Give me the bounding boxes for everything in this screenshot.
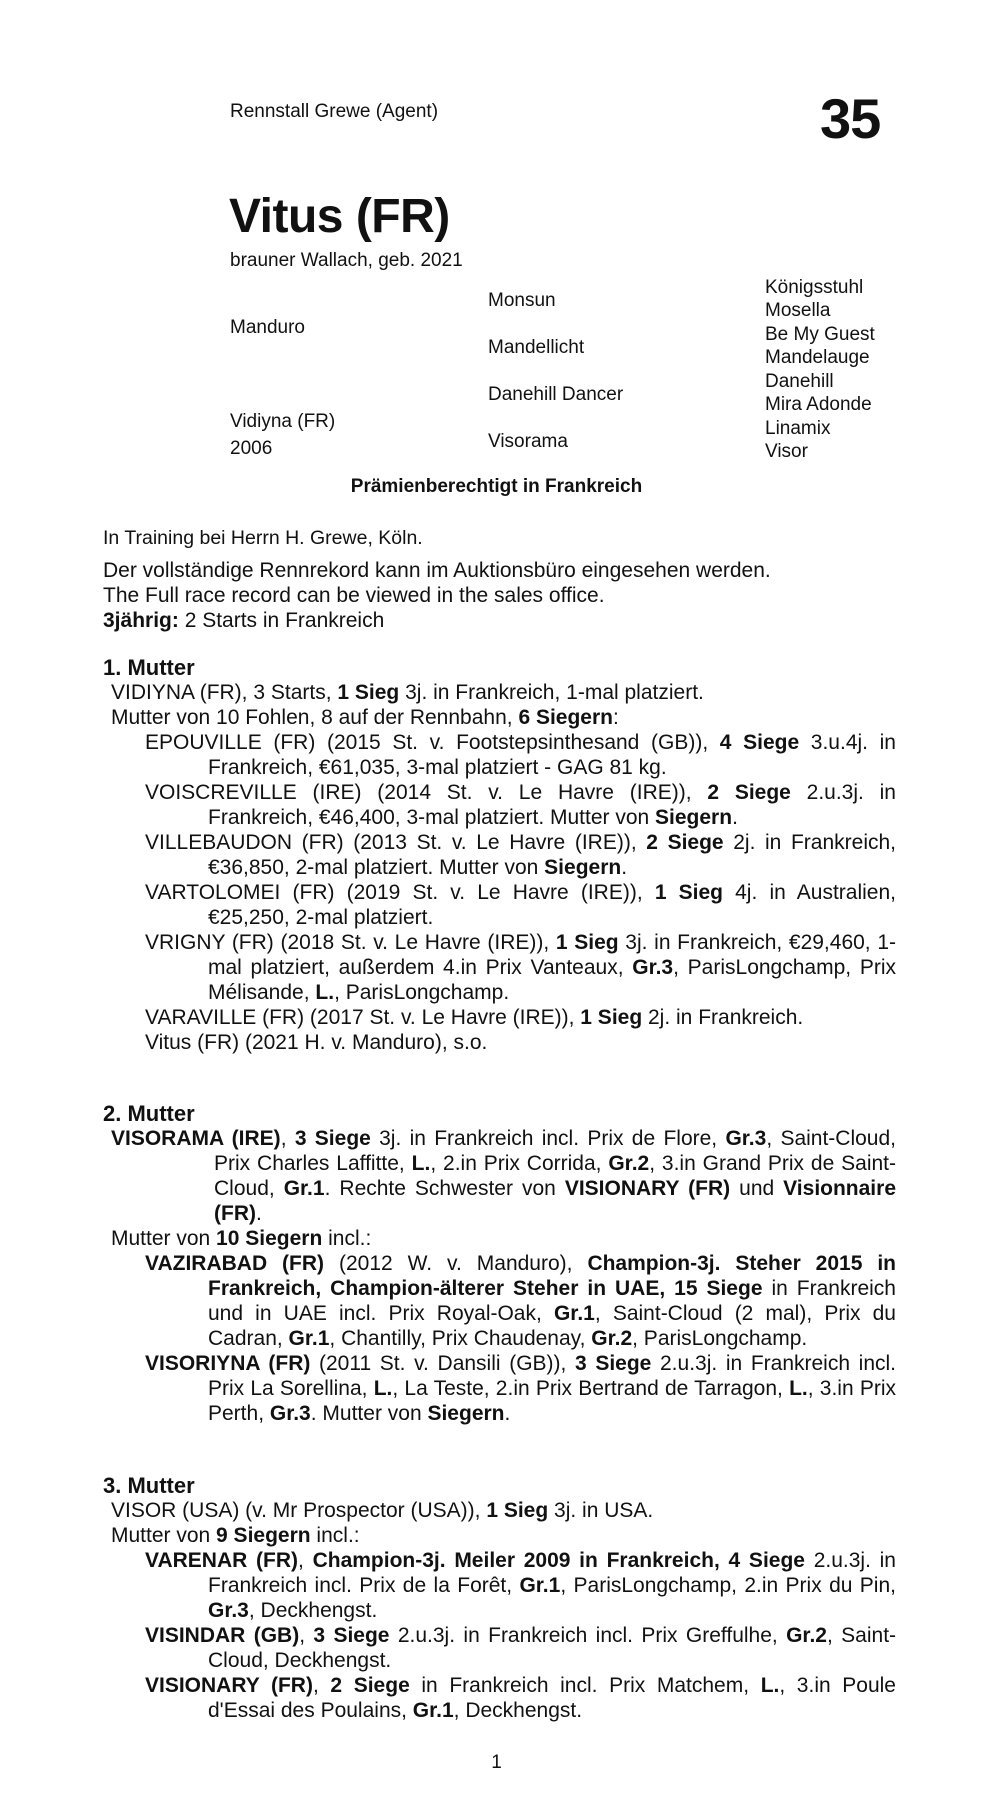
- text-run: VIDIYNA (FR), 3 Starts,: [111, 681, 338, 704]
- entry-paragraph: [103, 830, 896, 880]
- text-run: :: [612, 706, 619, 729]
- bold-run: Gr.1: [519, 1574, 561, 1597]
- text-run: 2.u.3j. in Frankreich incl. Prix La Sorellina,: [208, 1352, 897, 1400]
- entry-paragraph: [103, 880, 896, 930]
- text-run: , Saint-Cloud, Deckhengst.: [208, 1624, 897, 1672]
- text-run: , Saint-Cloud, Prix Charles Laffitte,: [214, 1127, 896, 1175]
- bold-run: 3 Siege: [575, 1352, 652, 1375]
- bold-run: L.: [789, 1377, 808, 1400]
- bold-run: 2 Siege: [330, 1674, 410, 1697]
- bold-run: 1 Sieg: [337, 681, 400, 704]
- text-run: .: [732, 806, 738, 829]
- text-run: 3j. in Frankreich, €29,460, 1-mal platziert, außerdem 4.in Prix Vanteaux,: [208, 931, 896, 979]
- text-run: , Deckhengst.: [453, 1699, 583, 1722]
- text-run: . Rechte Schwester von: [324, 1177, 565, 1200]
- text-run: , Deckhengst.: [248, 1599, 378, 1622]
- consignor: Rennstall Grewe (Agent): [230, 101, 439, 122]
- section-3-mutter: [103, 1473, 896, 1723]
- text-run: ,: [299, 1624, 314, 1647]
- section-title: 3. Mutter: [103, 1473, 195, 1498]
- section-1-mutter: [103, 655, 896, 1055]
- text-run: (2012 W. v. Manduro),: [324, 1252, 588, 1275]
- text-run: VISOR (USA) (v. Mr Prospector (USA)),: [111, 1499, 487, 1522]
- text-run: .: [255, 1202, 262, 1225]
- text-run: 2.u.3j. in Frankreich, €46,400, 3-mal platziert. Mutter von: [208, 781, 896, 829]
- text-run: .: [504, 1402, 511, 1425]
- text-run: VOISCREVILLE (IRE) (2014 St. v. Le Havre (IRE)),: [145, 781, 708, 804]
- pedigree-gen2-item: Danehill Dancer: [488, 384, 624, 405]
- age-label: 3jährig:: [103, 609, 179, 632]
- record-summary: [103, 608, 896, 633]
- bold-run: VISORAMA (IRE): [111, 1127, 281, 1150]
- pedigree-gen2-item: Monsun: [488, 290, 556, 311]
- text-run: Mutter von: [111, 1524, 217, 1547]
- text-run: 3j. in USA.: [548, 1499, 654, 1522]
- bold-run: Gr.2: [608, 1152, 650, 1175]
- text-run: , ParisLongchamp.: [632, 1327, 808, 1350]
- text-run: incl.:: [322, 1227, 372, 1250]
- training-note: In Training bei Herrn H. Grewe, Köln.: [103, 527, 423, 549]
- bold-run: Gr.1: [553, 1302, 595, 1325]
- entry-paragraph: [103, 1126, 896, 1226]
- text-run: ,: [298, 1549, 313, 1572]
- bold-run: 1 Sieg: [654, 881, 723, 904]
- lot-number: 35: [820, 87, 881, 150]
- bold-run: Gr.2: [786, 1624, 827, 1647]
- bold-run: VAZIRABAD (FR): [145, 1252, 325, 1275]
- text-run: und: [730, 1177, 784, 1200]
- bold-run: VARENAR (FR): [145, 1549, 298, 1572]
- entry-paragraph: [103, 730, 896, 780]
- bold-run: Gr.3: [632, 956, 674, 979]
- bold-run: VISIONARY (FR): [145, 1674, 313, 1697]
- text-run: , 3.in Grand Prix de Saint-Cloud,: [214, 1152, 897, 1200]
- text-run: 4j. in Australien, €25,250, 2-mal platziert.: [208, 881, 896, 929]
- bold-run: Siegern: [544, 856, 622, 879]
- text-run: Mutter von 10 Fohlen, 8 auf der Rennbahn,: [111, 706, 519, 729]
- text-run: in Frankreich incl. Prix Matchem,: [409, 1674, 761, 1697]
- bold-run: Gr.1: [283, 1177, 325, 1200]
- text-run: , Saint-Cloud (2 mal), Prix du Cadran,: [208, 1302, 896, 1350]
- record-note-en: The Full race record can be viewed in the sales office.: [103, 584, 605, 607]
- entry-paragraph: [103, 705, 896, 730]
- pedigree-gen3-item: Mandelauge: [765, 347, 870, 368]
- bold-run: Visionnaire (FR): [214, 1177, 896, 1225]
- entry-paragraph: [103, 680, 896, 705]
- pedigree-gen3-item: Königsstuhl: [765, 277, 864, 298]
- section-2-mutter: [103, 1101, 896, 1426]
- bold-run: 1 Sieg: [580, 1006, 643, 1029]
- text-run: ,: [280, 1127, 295, 1150]
- pedigree-dam: Vidiyna (FR): [230, 411, 336, 432]
- bold-run: L.: [411, 1152, 431, 1175]
- entry-paragraph: [103, 930, 896, 1005]
- race-record: [103, 558, 896, 633]
- bold-run: 4 Siege: [719, 731, 800, 754]
- section-title: 2. Mutter: [103, 1101, 195, 1126]
- text-run: 2j. in Frankreich, €36,850, 2-mal platziert. Mutter von: [208, 831, 896, 879]
- entry-paragraph: [103, 1226, 896, 1251]
- text-run: , 2.in Prix Corrida,: [430, 1152, 609, 1175]
- pedigree-gen3-item: Mosella: [765, 300, 831, 321]
- text-run: .: [621, 856, 628, 879]
- text-run: VARAVILLE (FR) (2017 St. v. Le Havre (IRE)),: [145, 1006, 581, 1029]
- text-run: ,: [312, 1674, 331, 1697]
- text-run: Vitus (FR) (2021 H. v. Manduro), s.o.: [145, 1031, 488, 1054]
- text-run: 3j. in Frankreich incl. Prix de Flore,: [370, 1127, 726, 1150]
- section-title: 1. Mutter: [103, 655, 195, 680]
- bold-run: Gr.1: [412, 1699, 454, 1722]
- text-run: 3j. in Frankreich, 1-mal platziert.: [399, 681, 704, 704]
- entry-paragraph: [103, 780, 896, 830]
- bold-run: Champion-3j. Steher 2015 in Frankreich, Champion-älterer Steher in UAE, 15 Siege: [208, 1252, 896, 1300]
- text-run: VILLEBAUDON (FR) (2013 St. v. Le Havre (IRE)),: [145, 831, 647, 854]
- bold-run: L.: [315, 981, 335, 1004]
- entry-paragraph: [103, 1548, 896, 1623]
- bold-run: L.: [373, 1377, 393, 1400]
- bold-run: L.: [760, 1674, 780, 1697]
- bold-run: 10 Siegern: [216, 1227, 323, 1250]
- entry-paragraph: [103, 1251, 896, 1351]
- text-run: . Mutter von: [310, 1402, 428, 1425]
- bold-run: 9 Siegern: [216, 1524, 311, 1547]
- entry-paragraph: [103, 1523, 896, 1548]
- text-run: 2.u.3j. in Frankreich incl. Prix de la Forêt,: [208, 1549, 896, 1597]
- bold-run: 6 Siegern: [518, 706, 613, 729]
- text-run: , 3.in Poule d'Essai des Poulains,: [208, 1674, 896, 1722]
- entry-paragraph: [103, 1673, 896, 1723]
- entry-paragraph: [103, 1498, 896, 1523]
- bold-run: 1 Sieg: [486, 1499, 549, 1522]
- bold-run: Gr.2: [591, 1327, 633, 1350]
- bold-run: VISINDAR (GB): [145, 1624, 300, 1647]
- bold-run: VISORIYNA (FR): [145, 1352, 311, 1375]
- bold-run: 1 Sieg: [555, 931, 619, 954]
- pedigree-gen3-item: Linamix: [765, 418, 831, 439]
- bold-run: 2 Siege: [707, 781, 791, 804]
- text-run: VRIGNY (FR) (2018 St. v. Le Havre (IRE)),: [145, 931, 556, 954]
- pedigree-dam-year: 2006: [230, 438, 273, 459]
- text-run: , Chantilly, Prix Chaudenay,: [329, 1327, 592, 1350]
- bold-run: Gr.1: [288, 1327, 330, 1350]
- text-run: in Frankreich und in UAE incl. Prix Royal-Oak,: [208, 1277, 896, 1325]
- bold-run: Gr.3: [208, 1599, 249, 1622]
- text-run: VARTOLOMEI (FR) (2019 St. v. Le Havre (IRE)),: [145, 881, 655, 904]
- age-text: 2 Starts in Frankreich: [178, 609, 385, 632]
- entry-paragraph: [103, 1030, 896, 1055]
- premium-note: Prämienberechtigt in Frankreich: [350, 476, 643, 497]
- text-run: Mutter von: [111, 1227, 217, 1250]
- bold-run: Gr.3: [725, 1127, 767, 1150]
- text-run: , La Teste, 2.in Prix Bertrand de Tarragon,: [392, 1377, 790, 1400]
- pedigree-sire: Manduro: [230, 317, 305, 338]
- horse-name: Vitus (FR): [229, 190, 450, 243]
- bold-run: 3 Siege: [313, 1624, 390, 1647]
- horse-description: brauner Wallach, geb. 2021: [230, 250, 463, 271]
- pedigree-gen2-item: Mandellicht: [488, 337, 585, 358]
- bold-run: Siegern: [427, 1402, 505, 1425]
- record-note-de: Der vollständige Rennrekord kann im Auktionsbüro eingesehen werden.: [103, 559, 771, 582]
- text-run: EPOUVILLE (FR) (2015 St. v. Footstepsinthesand (GB)),: [145, 731, 720, 754]
- bold-run: Siegern: [655, 806, 733, 829]
- text-run: 3.u.4j. in Frankreich, €61,035, 3-mal platziert - GAG 81 kg.: [208, 731, 896, 779]
- text-run: 2.u.3j. in Frankreich incl. Prix Greffulhe,: [389, 1624, 787, 1647]
- pedigree-gen3-item: Mira Adonde: [765, 394, 872, 415]
- pedigree-gen2-item: Visorama: [488, 431, 568, 452]
- text-run: (2011 St. v. Dansili (GB)),: [310, 1352, 575, 1375]
- pedigree-gen3-item: Visor: [765, 441, 808, 462]
- pedigree-gen3-item: Danehill: [765, 371, 834, 392]
- entry-paragraph: [103, 1351, 896, 1426]
- bold-run: 3 Siege: [294, 1127, 371, 1150]
- bold-run: VISIONARY (FR): [564, 1177, 731, 1200]
- entry-paragraph: [103, 1623, 896, 1673]
- text-run: incl.:: [310, 1524, 360, 1547]
- pedigree-gen3-item: Be My Guest: [765, 324, 875, 345]
- bold-run: Gr.3: [269, 1402, 311, 1425]
- text-run: , ParisLongchamp, Prix Mélisande,: [208, 956, 896, 1004]
- bold-run: Champion-3j. Meiler 2009 in Frankreich, 4 Siege: [312, 1549, 805, 1572]
- text-run: , 3.in Prix Perth,: [208, 1377, 897, 1425]
- page-number: 1: [491, 1752, 502, 1773]
- entry-paragraph: [103, 1005, 896, 1030]
- text-run: , ParisLongchamp.: [334, 981, 510, 1004]
- bold-run: 2 Siege: [646, 831, 724, 854]
- text-run: 2j. in Frankreich.: [642, 1006, 804, 1029]
- text-run: , ParisLongchamp, 2.in Prix du Pin,: [560, 1574, 896, 1597]
